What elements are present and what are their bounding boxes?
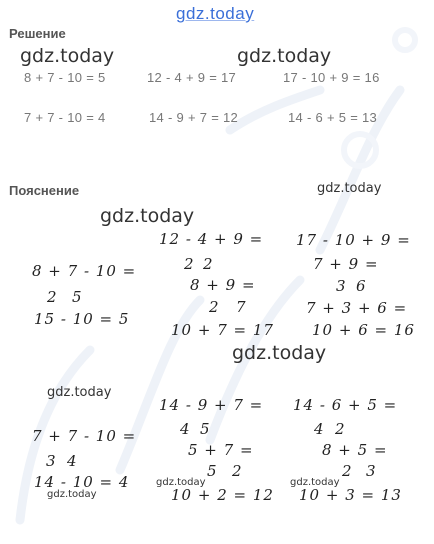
solution-equation: 17 - 10 + 9 = 16 (283, 70, 380, 85)
decomposition-digit: 3 (366, 462, 376, 480)
explanation-step: 8 + 9 = (190, 276, 256, 294)
watermark-text: gdz.today (232, 342, 327, 364)
decomposition-digit: 5 (72, 288, 82, 306)
explanation-result: 15 - 10 = 5 (34, 310, 130, 328)
decomposition-digit: 3 (336, 277, 346, 295)
decomposition-digit: 2 (209, 298, 219, 316)
solution-equation: 14 - 6 + 5 = 13 (288, 110, 378, 125)
decomposition-digit: 3 (46, 452, 56, 470)
explanation-expression: 17 - 10 + 9 = (296, 231, 411, 249)
solution-heading: Решение (9, 26, 66, 41)
watermark-text: gdz.today (156, 477, 206, 488)
decomposition-digit: 5 (207, 462, 217, 480)
watermark-text: gdz.today (237, 45, 332, 67)
decomposition-digit: 2 (335, 420, 345, 438)
explanation-result: 10 + 6 = 16 (312, 321, 415, 339)
explanation-extra-step: 7 + 3 + 6 = (306, 299, 408, 317)
explanation-expression: 12 - 4 + 9 = (159, 230, 264, 248)
explanation-result: 10 + 3 = 13 (299, 486, 402, 504)
decomposition-digit: 5 (200, 420, 210, 438)
explanation-result: 10 + 2 = 12 (171, 486, 274, 504)
decomposition-digit: 7 (236, 298, 246, 316)
explanation-result: 14 - 10 = 4 (34, 473, 130, 491)
explanation-step: 7 + 9 = (313, 255, 379, 273)
explanation-step: 8 + 5 = (322, 441, 388, 459)
decomposition-digit: 2 (184, 255, 194, 273)
decomposition-digit: 2 (232, 462, 242, 480)
explanation-expression: 7 + 7 - 10 = (32, 427, 137, 445)
explanation-heading: Пояснение (9, 183, 80, 198)
solution-equation: 12 - 4 + 9 = 17 (147, 70, 237, 85)
explanation-step: 5 + 7 = (188, 441, 254, 459)
explanation-expression: 14 - 9 + 7 = (159, 396, 264, 414)
watermark-text: gdz.today (47, 489, 97, 500)
watermark-text: gdz.today (20, 45, 115, 67)
solution-equation: 7 + 7 - 10 = 4 (24, 110, 106, 125)
solution-equation: 14 - 9 + 7 = 12 (149, 110, 239, 125)
site-logo[interactable]: gdz.today (176, 4, 255, 23)
watermark-text: gdz.today (317, 181, 382, 196)
decomposition-digit: 2 (342, 462, 352, 480)
explanation-expression: 8 + 7 - 10 = (32, 262, 137, 280)
watermark-text: gdz.today (100, 205, 195, 227)
decomposition-digit: 6 (356, 277, 366, 295)
explanation-result: 10 + 7 = 17 (171, 321, 274, 339)
decomposition-digit: 2 (47, 288, 57, 306)
decomposition-digit: 4 (180, 420, 190, 438)
explanation-expression: 14 - 6 + 5 = (293, 396, 398, 414)
decomposition-digit: 2 (203, 255, 213, 273)
decomposition-digit: 4 (314, 420, 324, 438)
watermark-text: gdz.today (47, 385, 112, 400)
decomposition-digit: 4 (67, 452, 77, 470)
solution-equation: 8 + 7 - 10 = 5 (24, 70, 106, 85)
watermark-text: gdz.today (290, 477, 340, 488)
